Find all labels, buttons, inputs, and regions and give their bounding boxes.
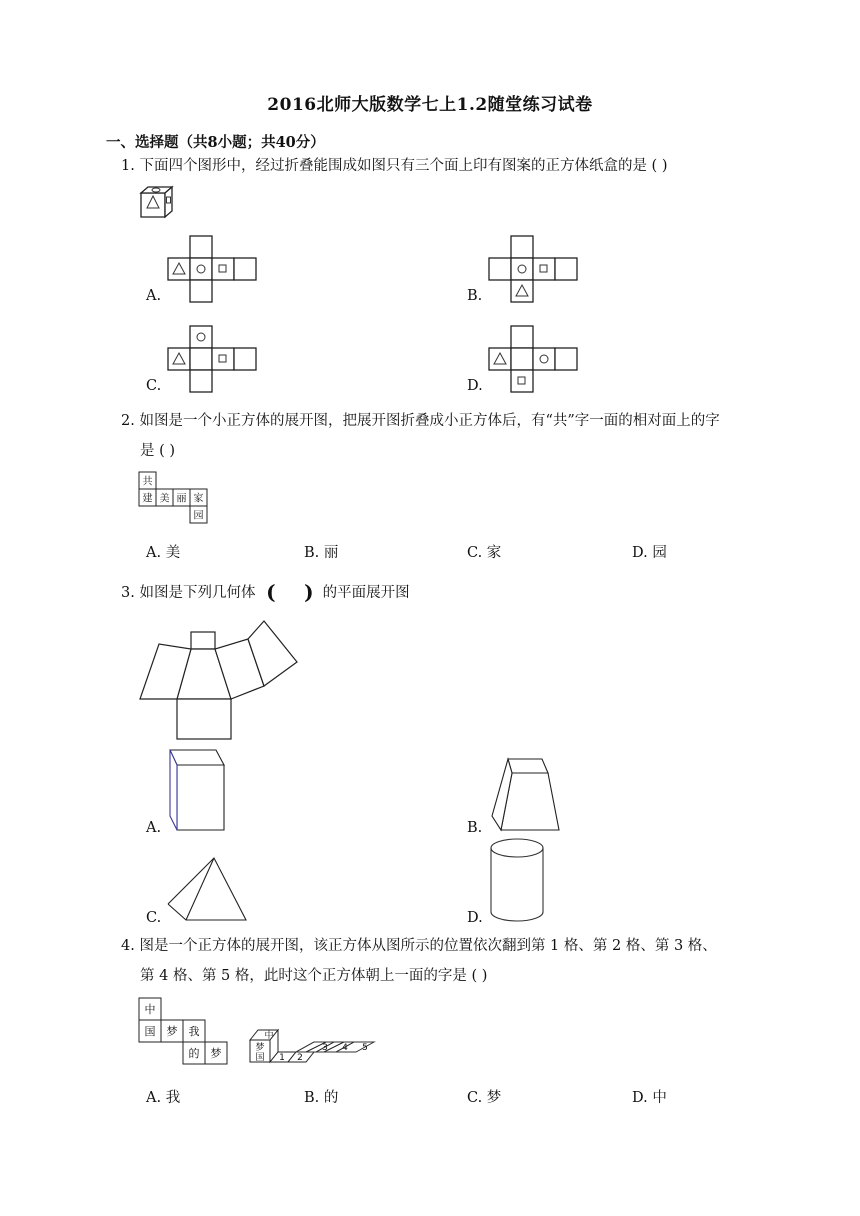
question-1-number: 1. [121,158,135,174]
q1-option-b[interactable]: B. [467,288,483,304]
q2-net-cell-li: 丽 [176,493,187,505]
question-3-text-after: 的平面展开图 [322,585,410,601]
q4-option-b[interactable]: B. 的 [304,1090,339,1106]
q4-net-figure [139,998,229,1066]
q4-net-cell-5: 的 [188,1047,200,1060]
q2-net-cell-gong: 共 [142,476,153,488]
q4-net-cell-2: 国 [144,1025,156,1038]
q4-track-number-5: 5 [362,1043,368,1053]
question-3: 3. 如图是下列几何体 ( ) 的平面展开图 [121,580,410,604]
question-3-text-before: 如图是下列几何体 [139,585,256,601]
q4-net-cell-4: 我 [188,1025,200,1038]
q3-net-figure [139,620,299,740]
question-2-text-line1: 如图是一个小正方体的展开图，把展开图折叠成小正方体后，有“共”字一面的相对面上的字 [139,413,720,429]
q4-track-cube-front: 梦 [255,1043,265,1053]
q2-option-a[interactable]: A. 美 [146,545,181,561]
q4-track-figure [250,1026,384,1066]
question-4 [121,931,717,961]
q1-option-a-net [168,236,260,304]
question-4-text-line2: 第 4 格、第 5 格，此时这个正方体朝上一面的字是 ( ) [140,968,488,984]
q4-track-cube-side: 国 [255,1053,265,1063]
q2-net-cell-yuan: 园 [193,510,204,522]
q2-option-c[interactable]: C. 家 [467,545,502,561]
question-2 [121,406,720,436]
section-heading: 一、选择题（共8小题；共40分） [106,134,325,151]
q2-option-b[interactable]: B. 丽 [304,545,339,561]
q4-track-number-1: 1 [279,1053,285,1063]
q3-option-d[interactable]: D. [467,910,483,926]
question-4-text-line1: 图是一个正方体的展开图，该正方体从图所示的位置依次翻到第 1 格、第 2 格、第 3 格、 [139,938,717,954]
question-1-text: 下面四个图形中，经过折叠能围成如图只有三个面上印有图案的正方体纸盒的是 ( ) [139,158,668,174]
q2-net-figure [139,472,209,524]
q2-net-cell-jian: 建 [142,493,153,505]
q4-net-cell-6: 梦 [210,1047,222,1060]
q4-net-cell-3: 梦 [166,1025,178,1038]
q4-track-number-2: 2 [297,1053,303,1063]
q3-option-a-prism [169,748,229,834]
q2-net-cell-jia: 家 [193,493,204,505]
q2-net-cell-mei: 美 [159,493,170,505]
q4-track-number-4: 4 [342,1043,348,1053]
q4-option-d[interactable]: D. 中 [632,1090,667,1106]
q1-option-c[interactable]: C. [146,378,162,394]
q3-option-b[interactable]: B. [467,820,483,836]
q4-option-c[interactable]: C. 梦 [467,1090,502,1106]
question-2-text-line2: 是 ( ) [140,443,176,459]
q1-reference-cube [140,186,176,218]
question-2-number: 2. [121,413,135,429]
q1-option-b-net [489,236,581,304]
q3-option-c-pyramid [166,856,248,922]
q1-option-c-net [168,326,260,394]
page-title: 2016北师大版数学七上1.2随堂练习试卷 [267,95,593,115]
q4-track-number-3: 3 [322,1043,328,1053]
q1-option-d-net [489,326,581,394]
question-4-number: 4. [121,938,135,954]
q4-track-cube-top: 中 [264,1031,274,1041]
q4-option-a[interactable]: A. 我 [146,1090,181,1106]
q3-option-c[interactable]: C. [146,910,162,926]
q1-option-a[interactable]: A. [146,288,162,304]
q3-option-a[interactable]: A. [146,820,162,836]
q4-net-cell-1: 中 [144,1003,156,1016]
question-3-number: 3. [121,585,135,601]
q3-option-b-frustum [490,758,570,832]
question-1 [121,151,667,181]
q3-option-d-cylinder [489,838,547,924]
q2-option-d[interactable]: D. 园 [632,545,667,561]
q1-option-d[interactable]: D. [467,378,483,394]
